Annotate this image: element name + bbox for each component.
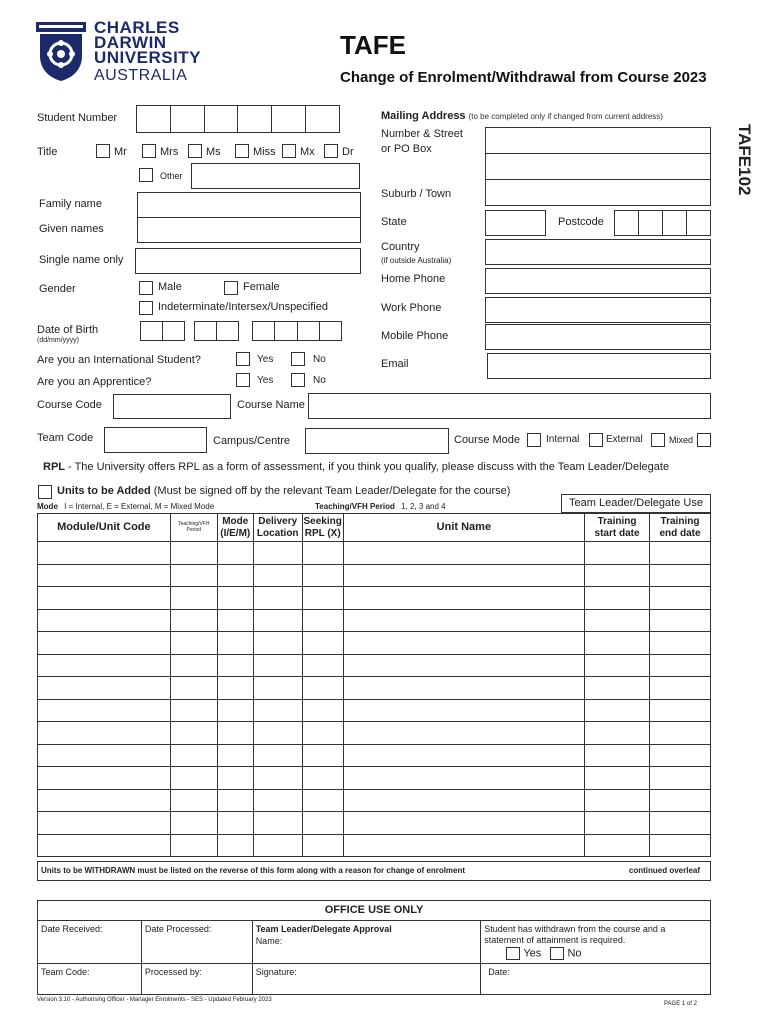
country-input[interactable] (485, 239, 711, 265)
mode-external-label: External (606, 434, 643, 445)
table-cell[interactable] (38, 812, 171, 835)
col-delivery-line-1: Delivery (258, 516, 298, 527)
table-row (38, 744, 711, 767)
col-mode (217, 514, 253, 542)
office-no-label: No (567, 947, 582, 960)
email-label: Email (381, 358, 409, 370)
table-cell[interactable] (585, 609, 650, 632)
table-cell[interactable] (217, 722, 253, 745)
title-other-label: Other (160, 171, 183, 181)
processed-by-cell[interactable] (141, 963, 252, 994)
suburb-input[interactable] (485, 179, 711, 206)
signature-cell[interactable] (252, 963, 481, 994)
table-cell[interactable] (585, 564, 650, 587)
col-end-line-1: Training (660, 516, 700, 527)
student-number-label: Student Number (37, 112, 118, 124)
col-rpl-line-1: Seeking (303, 516, 342, 527)
table-cell[interactable] (253, 677, 302, 700)
withdrawn-note: Units to be WITHDRAWN must be listed on the reverse of this form along with a reason for change of enrolment (41, 866, 466, 875)
table-cell[interactable] (343, 677, 584, 700)
withdrawn-note-box (37, 861, 711, 881)
mobile-phone-label: Mobile Phone (381, 330, 449, 342)
table-cell[interactable] (343, 564, 584, 587)
table-cell[interactable] (38, 767, 171, 790)
col-rpl-line-2: RPL (X) (304, 527, 341, 539)
col-period-line-2: Period (186, 526, 201, 533)
table-cell[interactable] (217, 542, 253, 565)
table-cell[interactable] (650, 542, 711, 565)
date-received-label: Date Received: (41, 924, 103, 934)
table-row (38, 722, 711, 745)
units-added-label: Units to be Added (57, 485, 151, 497)
table-cell[interactable] (217, 767, 253, 790)
mode-legend-text: I = Internal, E = External, M = Mixed Mode (64, 502, 215, 511)
table-cell[interactable] (585, 722, 650, 745)
table-cell[interactable] (585, 654, 650, 677)
period-legend (315, 502, 446, 511)
office-use-table (37, 920, 711, 995)
table-cell[interactable] (650, 834, 711, 857)
country-label: Country (381, 241, 420, 253)
table-cell[interactable] (302, 789, 343, 812)
title-mr-label: Mr (114, 146, 127, 158)
rpl-text: - The University offers RPL as a form of assessment, if you think you qualify, please discuss with the Team Leader/Delegate (65, 461, 670, 473)
table-row (38, 834, 711, 857)
work-phone-label: Work Phone (381, 302, 442, 314)
table-cell[interactable] (650, 677, 711, 700)
table-cell[interactable] (343, 767, 584, 790)
title-mr-checkbox[interactable] (96, 144, 110, 158)
table-cell[interactable] (217, 699, 253, 722)
page-title: TAFE (340, 30, 406, 60)
approval-cell[interactable] (252, 921, 481, 964)
table-cell[interactable] (217, 834, 253, 857)
table-cell[interactable] (302, 654, 343, 677)
university-logo (36, 20, 236, 90)
table-cell[interactable] (343, 812, 584, 835)
course-name-label: Course Name (237, 399, 305, 411)
table-cell[interactable] (302, 744, 343, 767)
street-label-1: Number & Street (381, 128, 463, 140)
table-cell[interactable] (217, 632, 253, 655)
table-cell[interactable] (38, 609, 171, 632)
gender-male-checkbox[interactable] (139, 281, 153, 295)
course-mode-label: Course Mode (454, 434, 521, 446)
international-no-checkbox[interactable] (291, 352, 305, 366)
col-rpl (302, 514, 343, 542)
table-cell[interactable] (217, 609, 253, 632)
international-label: Are you an International Student? (37, 354, 201, 366)
col-mode-line-1: Mode (222, 516, 249, 527)
email-input[interactable] (487, 353, 711, 379)
table-cell[interactable] (302, 542, 343, 565)
table-row (38, 699, 711, 722)
table-cell[interactable] (170, 564, 217, 587)
col-start-line-1: Training (597, 516, 637, 527)
country-note: (if outside Australia) (381, 256, 452, 265)
student-number-field[interactable] (136, 105, 340, 133)
table-cell[interactable] (253, 699, 302, 722)
table-cell[interactable] (343, 834, 584, 857)
footer-page: PAGE 1 of 2 (664, 1001, 697, 1007)
table-cell[interactable] (585, 789, 650, 812)
logo-line-1: CHARLES (94, 18, 180, 37)
family-name-label: Family name (39, 198, 102, 210)
table-row (38, 542, 711, 565)
table-cell[interactable] (650, 654, 711, 677)
title-mx-checkbox[interactable] (282, 144, 296, 158)
gender-label: Gender (39, 283, 76, 295)
office-yes-label: Yes (523, 947, 542, 960)
table-cell[interactable] (170, 744, 217, 767)
table-cell[interactable] (170, 632, 217, 655)
table-cell[interactable] (217, 812, 253, 835)
office-team-code-cell[interactable] (38, 963, 142, 994)
col-start-line-2: start date (594, 527, 640, 539)
table-cell[interactable] (253, 632, 302, 655)
postcode-field[interactable] (614, 210, 711, 236)
campus-label: Campus/Centre (213, 435, 291, 447)
table-cell[interactable] (170, 812, 217, 835)
page-subtitle: Change of Enrolment/Withdrawal from Course 2023 (340, 69, 707, 86)
table-cell[interactable] (38, 564, 171, 587)
team-leader-use-label: Team Leader/Delegate Use (561, 494, 711, 513)
table-cell[interactable] (302, 632, 343, 655)
title-mx-label: Mx (300, 146, 315, 158)
date-received-cell[interactable] (38, 921, 142, 964)
table-cell[interactable] (585, 834, 650, 857)
state-input[interactable] (485, 210, 546, 236)
table-cell[interactable] (170, 767, 217, 790)
table-cell[interactable] (585, 677, 650, 700)
table-cell[interactable] (650, 789, 711, 812)
office-no-checkbox[interactable] (550, 947, 564, 960)
home-phone-label: Home Phone (381, 273, 446, 285)
rpl-label: RPL (43, 461, 65, 473)
table-cell[interactable] (302, 587, 343, 610)
title-miss-checkbox[interactable] (235, 144, 249, 158)
col-delivery-line-2: Location (256, 527, 299, 539)
title-dr-checkbox[interactable] (324, 144, 338, 158)
street-input-1[interactable] (485, 127, 711, 154)
gender-indeterminate-checkbox[interactable] (139, 301, 153, 315)
mobile-phone-input[interactable] (485, 324, 711, 350)
table-cell[interactable] (38, 699, 171, 722)
table-cell[interactable] (253, 722, 302, 745)
postcode-label: Postcode (558, 216, 604, 228)
table-cell[interactable] (38, 632, 171, 655)
table-cell[interactable] (302, 564, 343, 587)
approval-name-label: Name: (255, 936, 283, 946)
course-name-input[interactable] (308, 393, 711, 419)
table-row (38, 564, 711, 587)
title-ms-checkbox[interactable] (188, 144, 202, 158)
table-cell[interactable] (302, 767, 343, 790)
apprentice-no-label: No (313, 375, 326, 386)
table-cell[interactable] (650, 722, 711, 745)
col-end-date (650, 514, 711, 542)
logo-line-2: DARWIN (94, 33, 167, 52)
gender-male-label: Male (158, 281, 182, 293)
table-cell[interactable] (650, 744, 711, 767)
table-cell[interactable] (650, 587, 711, 610)
units-added-heading (57, 485, 510, 497)
mode-external-checkbox[interactable] (589, 433, 603, 447)
table-cell[interactable] (253, 654, 302, 677)
table-cell[interactable] (585, 542, 650, 565)
international-yes-label: Yes (257, 354, 274, 365)
table-cell[interactable] (217, 744, 253, 767)
family-name-input[interactable] (137, 192, 361, 218)
continued-overleaf: continued overleaf (628, 866, 700, 875)
table-cell[interactable] (343, 542, 584, 565)
table-row (38, 677, 711, 700)
form-code: TAFE102 (735, 124, 754, 196)
table-cell[interactable] (253, 789, 302, 812)
table-cell[interactable] (343, 632, 584, 655)
dob-day-field[interactable] (140, 321, 185, 341)
mode-mixed-label: Mixed (669, 435, 694, 445)
col-period-line-1: Teaching/VFH (178, 520, 210, 527)
street-input-2[interactable] (485, 153, 711, 180)
table-cell[interactable] (38, 677, 171, 700)
table-cell[interactable] (38, 587, 171, 610)
table-cell[interactable] (38, 834, 171, 857)
logo-line-4: AUSTRALIA (94, 67, 188, 84)
col-end-line-2: end date (659, 527, 701, 539)
signature-label: Signature: (255, 966, 297, 977)
mode-legend-label: Mode (37, 502, 58, 511)
mode-internal-label: Internal (546, 434, 580, 445)
table-cell[interactable] (253, 812, 302, 835)
table-cell[interactable] (217, 654, 253, 677)
dob-format-label: (dd/mm/yyyy) (37, 337, 79, 344)
office-use-title: OFFICE USE ONLY (324, 904, 424, 916)
course-code-input[interactable] (113, 394, 231, 419)
table-cell[interactable] (343, 699, 584, 722)
col-unit-name: Unit Name (343, 514, 584, 542)
table-cell[interactable] (343, 654, 584, 677)
single-name-input[interactable] (135, 248, 361, 274)
table-cell[interactable] (253, 767, 302, 790)
dob-label: Date of Birth (37, 324, 99, 336)
mode-mixed-checkbox-2[interactable] (697, 433, 711, 447)
table-row (38, 654, 711, 677)
table-cell[interactable] (253, 587, 302, 610)
title-label: Title (37, 146, 58, 158)
title-dr-label: Dr (342, 146, 354, 158)
office-date-label: Date: (488, 966, 510, 977)
work-phone-input[interactable] (485, 297, 711, 323)
team-code-label: Team Code (37, 432, 94, 444)
date-processed-cell[interactable] (141, 921, 252, 964)
table-cell[interactable] (585, 699, 650, 722)
table-cell[interactable] (38, 722, 171, 745)
given-names-input[interactable] (137, 217, 361, 243)
table-cell[interactable] (343, 609, 584, 632)
col-mode-line-2: (I/E/M) (220, 527, 251, 539)
international-no-label: No (313, 354, 326, 365)
table-row (38, 767, 711, 790)
table-cell[interactable] (302, 699, 343, 722)
mode-legend (37, 502, 214, 511)
office-use-title-box (37, 900, 711, 921)
table-cell[interactable] (217, 789, 253, 812)
title-other-checkbox[interactable] (139, 168, 153, 182)
table-cell[interactable] (170, 542, 217, 565)
mode-mixed-checkbox[interactable] (651, 433, 665, 447)
table-cell[interactable] (302, 812, 343, 835)
table-cell[interactable] (170, 789, 217, 812)
table-cell[interactable] (650, 767, 711, 790)
col-period (170, 514, 217, 542)
table-cell[interactable] (585, 744, 650, 767)
table-cell[interactable] (253, 744, 302, 767)
table-cell[interactable] (170, 609, 217, 632)
table-cell[interactable] (38, 744, 171, 767)
campus-input[interactable] (305, 428, 449, 454)
table-cell[interactable] (585, 632, 650, 655)
dob-month-field[interactable] (194, 321, 239, 341)
table-row (38, 609, 711, 632)
dob-year-field[interactable] (252, 321, 342, 341)
title-other-input[interactable] (191, 163, 360, 189)
table-cell[interactable] (650, 699, 711, 722)
gender-female-checkbox[interactable] (224, 281, 238, 295)
table-cell[interactable] (253, 834, 302, 857)
table-row (38, 632, 711, 655)
units-added-checkbox[interactable] (38, 485, 52, 499)
table-cell[interactable] (585, 587, 650, 610)
table-cell[interactable] (38, 542, 171, 565)
table-cell[interactable] (585, 812, 650, 835)
gender-female-label: Female (243, 281, 280, 293)
office-yes-checkbox[interactable] (506, 947, 520, 960)
col-module-code: Module/Unit Code (38, 514, 171, 542)
table-cell[interactable] (170, 834, 217, 857)
apprentice-yes-checkbox[interactable] (236, 373, 250, 387)
period-legend-text: 1, 2, 3 and 4 (401, 502, 446, 511)
table-cell[interactable] (585, 767, 650, 790)
state-label: State (381, 216, 407, 228)
table-row (38, 587, 711, 610)
col-start-date (585, 514, 650, 542)
course-code-label: Course Code (37, 399, 102, 411)
table-cell[interactable] (38, 789, 171, 812)
table-cell[interactable] (650, 609, 711, 632)
table-cell[interactable] (302, 722, 343, 745)
table-cell[interactable] (343, 722, 584, 745)
mailing-address-title: Mailing Address (381, 110, 466, 122)
title-miss-label: Miss (253, 146, 276, 158)
street-label-2: or PO Box (381, 143, 432, 155)
table-cell[interactable] (170, 699, 217, 722)
table-cell[interactable] (302, 834, 343, 857)
office-team-code-label: Team Code: (41, 966, 90, 977)
office-date-cell[interactable] (481, 963, 711, 994)
title-mrs-checkbox[interactable] (142, 144, 156, 158)
col-delivery (253, 514, 302, 542)
table-cell[interactable] (650, 812, 711, 835)
table-cell[interactable] (170, 654, 217, 677)
table-row (38, 812, 711, 835)
table-cell[interactable] (217, 677, 253, 700)
withdrawn-status-cell (481, 921, 711, 964)
apprentice-yes-label: Yes (257, 375, 274, 386)
date-processed-label: Date Processed: (144, 924, 212, 934)
suburb-label: Suburb / Town (381, 188, 452, 200)
gender-indeterminate-label: Indeterminate/Intersex/Unspecified (158, 301, 328, 313)
table-cell[interactable] (253, 564, 302, 587)
university-crest-icon (36, 20, 86, 82)
logo-line-3: UNIVERSITY (94, 48, 202, 67)
table-cell[interactable] (650, 564, 711, 587)
table-cell[interactable] (343, 744, 584, 767)
table-cell[interactable] (253, 542, 302, 565)
table-cell[interactable] (650, 632, 711, 655)
rpl-statement (43, 461, 669, 473)
mailing-address-note: (to be completed only if changed from current address) (468, 112, 663, 121)
apprentice-label: Are you an Apprentice? (37, 376, 152, 388)
footer-version: Version 3.10 - Authorising Officer - Manager Enrolments - SES - Updated February 2023 (37, 997, 272, 1003)
table-cell[interactable] (302, 677, 343, 700)
table-cell[interactable] (170, 677, 217, 700)
period-legend-label: Teaching/VFH Period (315, 502, 395, 511)
table-cell[interactable] (253, 609, 302, 632)
table-cell[interactable] (170, 587, 217, 610)
table-cell[interactable] (170, 722, 217, 745)
given-names-label: Given names (39, 223, 104, 235)
units-added-note: (Must be signed off by the relevant Team Leader/Delegate for the course) (150, 485, 511, 497)
mode-internal-checkbox[interactable] (527, 433, 541, 447)
withdrawn-status-note: Student has withdrawn from the course and a statement of attainment is required. (484, 924, 666, 945)
table-cell[interactable] (302, 609, 343, 632)
apprentice-no-checkbox[interactable] (291, 373, 305, 387)
title-mrs-label: Mrs (160, 146, 179, 158)
approval-label: Team Leader/Delegate Approval (255, 924, 392, 934)
international-yes-checkbox[interactable] (236, 352, 250, 366)
units-table (37, 513, 711, 857)
team-code-input[interactable] (104, 427, 207, 453)
home-phone-input[interactable] (485, 268, 711, 294)
table-cell[interactable] (343, 587, 584, 610)
processed-by-label: Processed by: (144, 966, 202, 977)
table-cell[interactable] (343, 789, 584, 812)
table-row (38, 789, 711, 812)
single-name-label: Single name only (39, 254, 124, 266)
title-ms-label: Ms (206, 146, 221, 158)
table-cell[interactable] (217, 587, 253, 610)
table-cell[interactable] (38, 654, 171, 677)
table-cell[interactable] (217, 564, 253, 587)
